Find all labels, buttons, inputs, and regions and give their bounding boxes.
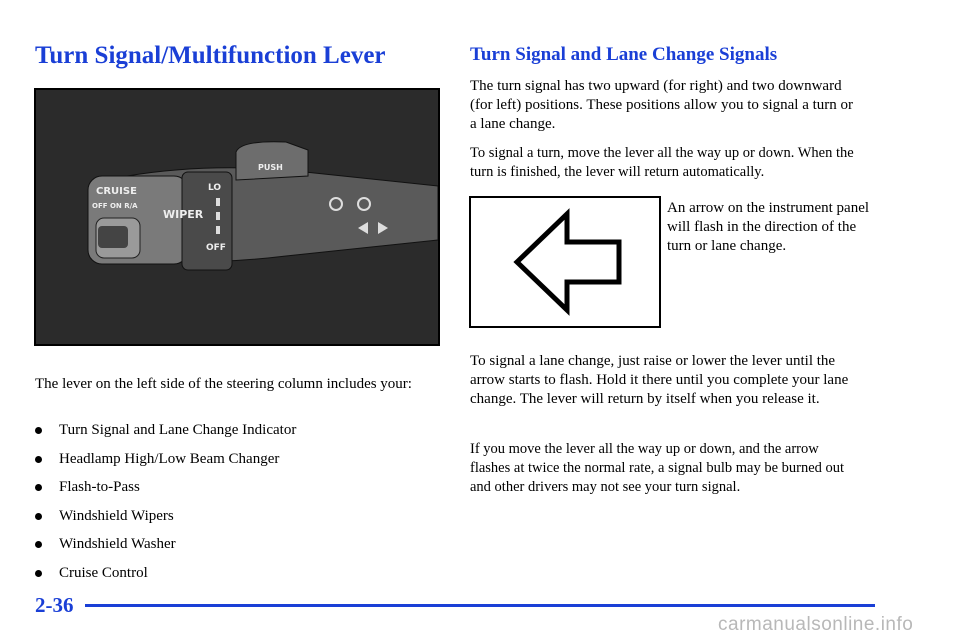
list-item: Headlamp High/Low Beam Changer: [35, 445, 435, 474]
footer-rule: [85, 604, 875, 607]
off-label: OFF: [206, 243, 226, 253]
lo-label: LO: [208, 183, 222, 193]
page-title: Turn Signal/Multifunction Lever: [35, 42, 386, 69]
list-item: Turn Signal and Lane Change Indicator: [35, 416, 435, 445]
bullet-icon: [35, 484, 42, 491]
bullet-icon: [35, 541, 42, 548]
watermark: carmanualsonline.info: [718, 614, 914, 635]
list-item: Flash-to-Pass: [35, 473, 435, 502]
list-item: Cruise Control: [35, 559, 435, 588]
wiper-label: WIPER: [163, 208, 204, 221]
feature-list: [35, 416, 435, 587]
bullet-icon: [35, 456, 42, 463]
arrow-description: An arrow on the instrument panel will flash in the direction of the turn or lane change.: [667, 200, 870, 254]
paragraph-lane-change: To signal a lane change, just raise or lower the lever until the arrow starts to flash. Hold it there until you complete your lane change. The lever will return by itself when you release it.: [470, 353, 849, 407]
bullet-icon: [35, 513, 42, 520]
lever-illustration: [34, 88, 440, 346]
intro-text: The lever on the left side of the steering column includes your:: [35, 376, 412, 392]
bullet-icon: [35, 570, 42, 577]
page-number: 2-36: [35, 593, 74, 617]
left-arrow-icon: [471, 198, 659, 326]
paragraph-bulb: If you move the lever all the way up or down, and the arrow flashes at twice the normal rate, a signal bulb may be burned out and other drivers may not see your turn signal.: [470, 441, 845, 495]
paragraph-turn: To signal a turn, move the lever all the way up or down. When the turn is finished, the lever will return automatically.: [470, 145, 854, 180]
cruise-label: CRUISE: [96, 186, 137, 197]
section-title: Turn Signal and Lane Change Signals: [470, 44, 778, 65]
paragraph-positions: The turn signal has two upward (for right) and two downward (for left) positions. These positions allow you to signal a turn or a lane change.: [470, 78, 854, 132]
push-label: PUSH: [258, 163, 283, 172]
bullet-icon: [35, 427, 42, 434]
arrow-figure: [469, 196, 661, 328]
list-item: Windshield Wipers: [35, 502, 435, 531]
list-item: Windshield Washer: [35, 530, 435, 559]
lever-drawing: [36, 90, 438, 344]
cruise-sub-label: OFF ON R/A: [92, 202, 138, 210]
